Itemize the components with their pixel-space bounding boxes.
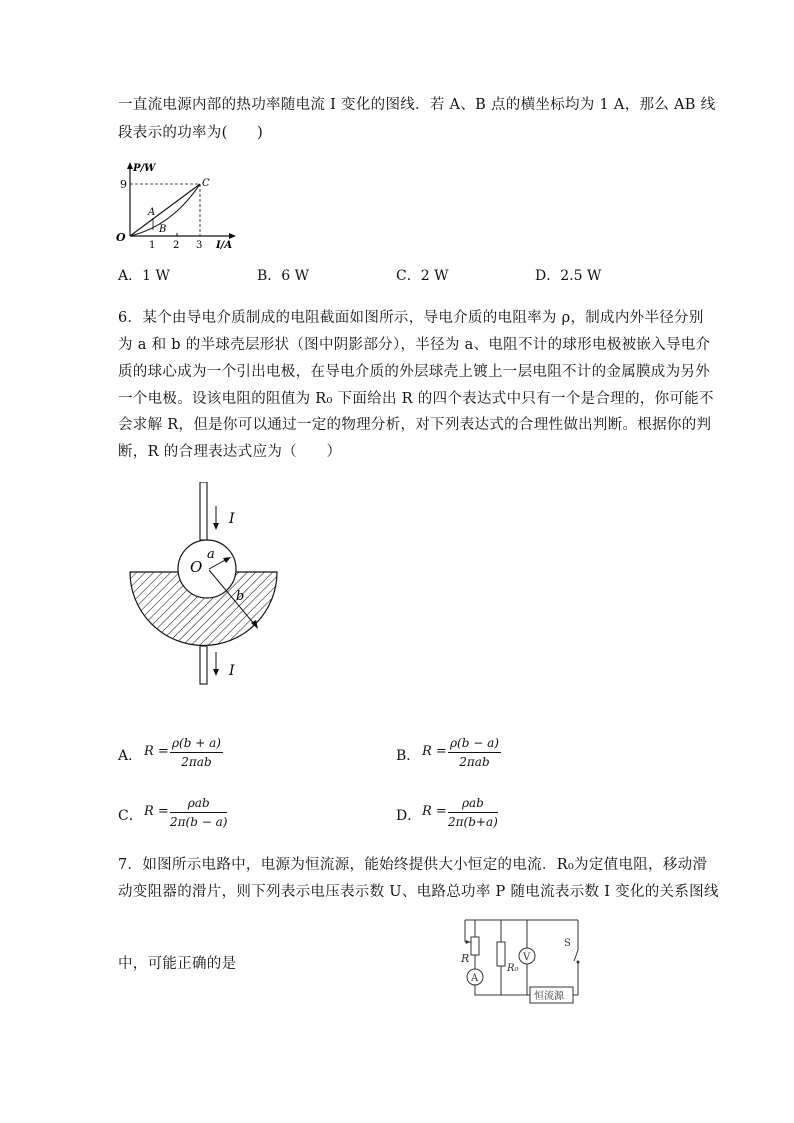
q6-option-d	[396, 795, 596, 835]
q6-option-d-label: D．	[396, 808, 422, 824]
x-tick-label-2: 2	[173, 240, 180, 250]
fraction-bar	[448, 752, 501, 753]
q7-text-line-2: 动变阻器的滑片，则下列表示电压表示数 U、电路总功率 P 随电流表示数 I 变化的关系图线	[118, 884, 719, 900]
q6-text-line-4: 一个电极。设该电阻的阻值为 R₀ 下面给出 R 的四个表达式中只有一个是合理的，你可能不	[118, 391, 714, 407]
q6-option-c-numerator: ρab	[187, 796, 210, 810]
q5-option-c: C．2 W	[396, 268, 449, 284]
r0-resistor-body	[497, 942, 505, 966]
q6-option-d-denominator: 2π(b+a)	[448, 815, 498, 829]
q6-text-line-6: 断，R 的合理表达式应为（ ）	[118, 444, 342, 460]
q6-option-b-fraction	[448, 735, 501, 770]
ammeter-label: A	[471, 973, 479, 984]
q6-option-b-numerator: ρ(b − a)	[450, 736, 499, 750]
q6-option-d-lhs: R =	[422, 804, 447, 819]
fraction-bar	[170, 752, 223, 753]
origin-label: O	[116, 231, 126, 244]
q6-option-b-denominator: 2πab	[459, 755, 490, 769]
q6-hemisphere-resistor-figure	[125, 482, 285, 692]
point-a-label: A	[148, 207, 156, 218]
point-b-label: B	[159, 224, 167, 235]
current-label-bottom: I	[229, 663, 235, 679]
ammeter-bottom-wire	[475, 985, 530, 995]
x-axis-arrow	[229, 233, 236, 239]
q6-text-line-3: 质的球心成为一个引出电极，在导电介质的外层球壳上镀上一层电阻不计的金属膜成为另外	[118, 364, 710, 380]
x-tick-label-1: 1	[149, 240, 156, 250]
q6-option-c-lhs: R =	[144, 804, 169, 819]
switch-lever	[574, 950, 578, 961]
q6-text-line-5: 会求解 R，但是你可以通过一定的物理分析，对下列表达式的合理性做出判断。根据你的判	[118, 417, 712, 433]
fraction-bar	[170, 812, 227, 813]
q6-option-a-denominator: 2πab	[181, 755, 212, 769]
q6-option-c-denominator: 2π(b − a)	[170, 815, 228, 829]
outer-radius-label: b	[236, 589, 245, 604]
q6-option-d-numerator: ρab	[461, 796, 484, 810]
voltmeter-label: V	[523, 952, 531, 963]
q5-power-current-graph	[112, 158, 242, 250]
x-tick-label-3: 3	[196, 240, 203, 250]
q5-text-line-2: 段表示的功率为( )	[118, 125, 264, 141]
point-c-label: C	[202, 178, 210, 189]
right-bottom-wire	[573, 962, 578, 995]
bottom-current-arrowhead	[213, 669, 219, 676]
x-axis-label: I/A	[216, 240, 233, 250]
bottom-lead-wire	[200, 646, 207, 684]
q7-text-line-3: 中，可能正确的是	[118, 956, 237, 972]
q6-option-d-fraction	[448, 795, 498, 830]
q6-text-line-1: 6．某个由导电介质制成的电阻截面如图所示，导电介质的电阻率为 ρ，制成内外半径分别	[118, 310, 704, 326]
q6-option-a-numerator: ρ(b + a)	[172, 736, 221, 750]
rheostat-body	[471, 937, 479, 955]
q6-option-b-lhs: R =	[422, 744, 447, 759]
fraction-bar	[448, 812, 498, 813]
switch-contact	[577, 961, 580, 964]
q5-text-line-1: 一直流电源内部的热功率随电流 I 变化的图线．若 A、B 点的横坐标均为 1 A，那么 AB 线	[118, 97, 716, 113]
q5-option-b: B．6 W	[257, 268, 310, 284]
q6-option-a-fraction	[170, 735, 223, 770]
r0-label: R₀	[507, 963, 519, 974]
center-label: O	[190, 558, 203, 576]
q6-text-line-2: 为 a 和 b 的半球壳层形状（图中阴影部分），半径为 a、电阻不计的球形电极被嵌入导电介	[118, 337, 711, 353]
source-label: 恒流源	[534, 991, 564, 1002]
rheostat-label: R	[461, 952, 470, 965]
current-label-top: I	[229, 511, 235, 527]
q6-option-a-lhs: R =	[144, 744, 169, 759]
q7-constant-current-circuit	[455, 912, 590, 1008]
y-axis-label: P/W	[133, 163, 156, 174]
q6-option-b-label: B．	[396, 748, 421, 764]
q7-text-line-1: 7．如图所示电路中，电源为恒流源，能始终提供大小恒定的电流．R₀为定值电阻，移动滑	[118, 857, 708, 873]
q6-option-c-label: C．	[118, 808, 143, 824]
q6-option-b	[396, 735, 596, 775]
rheostat-slider-arrow	[466, 940, 470, 944]
q6-option-a-label: A．	[118, 748, 143, 764]
q6-option-c	[118, 795, 318, 835]
q6-option-c-fraction	[170, 795, 227, 830]
top-current-arrowhead	[213, 523, 219, 530]
q5-option-a: A．1 W	[118, 268, 170, 284]
switch-label: S	[564, 938, 571, 949]
y-tick-label: 9	[120, 178, 127, 191]
top-lead-wire	[200, 482, 207, 540]
q6-option-a	[118, 735, 318, 775]
inner-radius-label: a	[207, 547, 215, 562]
q5-option-d: D．2.5 W	[535, 268, 602, 284]
